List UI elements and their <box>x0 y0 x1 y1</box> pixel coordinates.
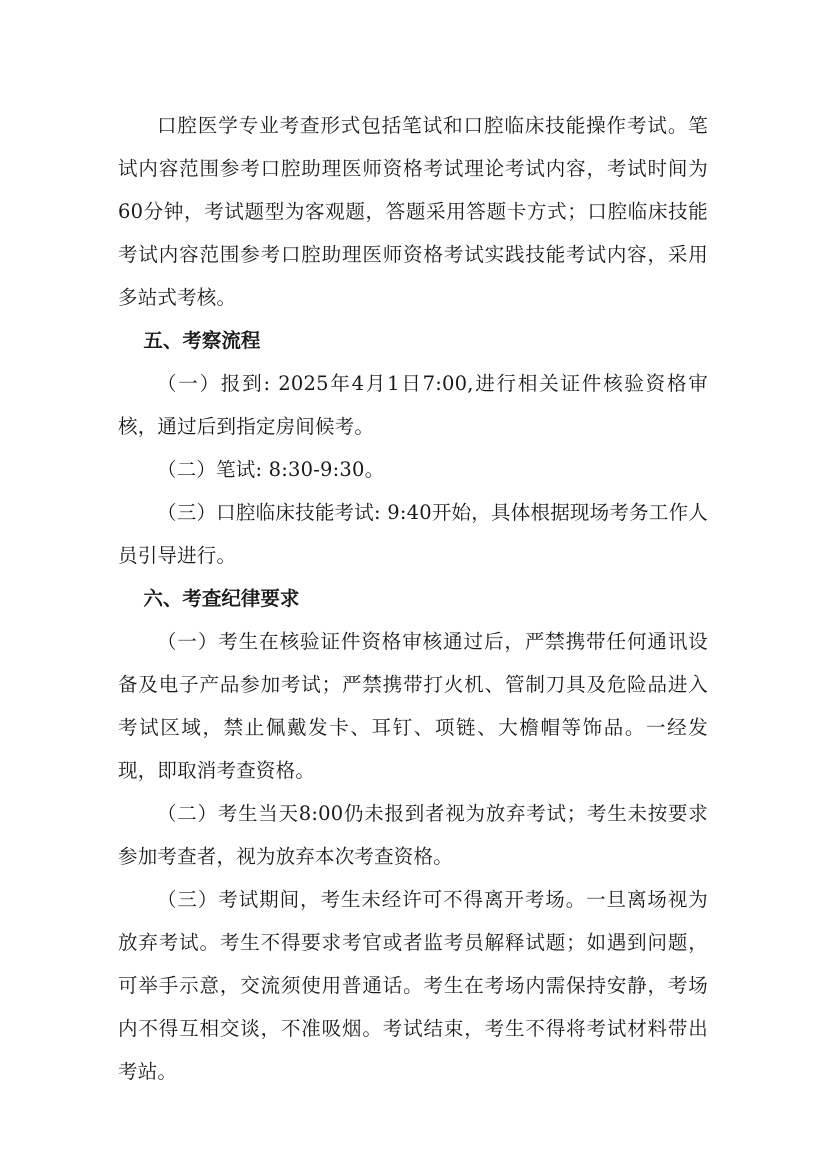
section-6-item-3: （三）考试期间，考生未经许可不得离开考场。一旦离场视为放弃考试。考生不得要求考官或者监考员解释试题；如遇到问题，可举手示意，交流须使用普通话。考生在考场内需保持安静，考场内不得互相交谈，不准吸烟。考试结束，考生不得将考试材料带出考站。 <box>118 888 708 1083</box>
section-6-item-1: （一）考生在核验证件资格审核通过后，严禁携带任何通讯设备及电子产品参加考试；严禁携带打火机、管制刀具及危险品进入考试区域，禁止佩戴发卡、耳钉、项链、大檐帽等饰品。一经发现，即取消考查资格。 <box>118 630 708 782</box>
section-5-item-2: （二）笔试: 8:30-9:30。 <box>157 458 385 481</box>
section-5-item-1: （一）报到: 2025年4月1日7:00,进行相关证件核验资格审核，通过后到指定房间候考。 <box>118 372 708 438</box>
section-6-item-2: （二）考生当天8:00仍未报到者视为放弃考试；考生未按要求参加考查者，视为放弃本次考查资格。 <box>118 802 708 868</box>
section-6-heading: 六、考查纪律要求 <box>143 587 300 610</box>
section-5-heading: 五、考察流程 <box>143 329 261 352</box>
document-body <box>118 104 708 1093</box>
intro-paragraph: 口腔医学专业考查形式包括笔试和口腔临床技能操作考试。笔试内容范围参考口腔助理医师资格考试理论考试内容，考试时间为60分钟，考试题型为客观题，答题采用答题卡方式；口腔临床技能考试内容范围参考口腔助理医师资格考试实践技能考试内容，采用多站式考核。 <box>118 114 708 309</box>
section-5-item-3: （三）口腔临床技能考试: 9:40开始，具体根据现场考务工作人员引导进行。 <box>118 501 708 567</box>
